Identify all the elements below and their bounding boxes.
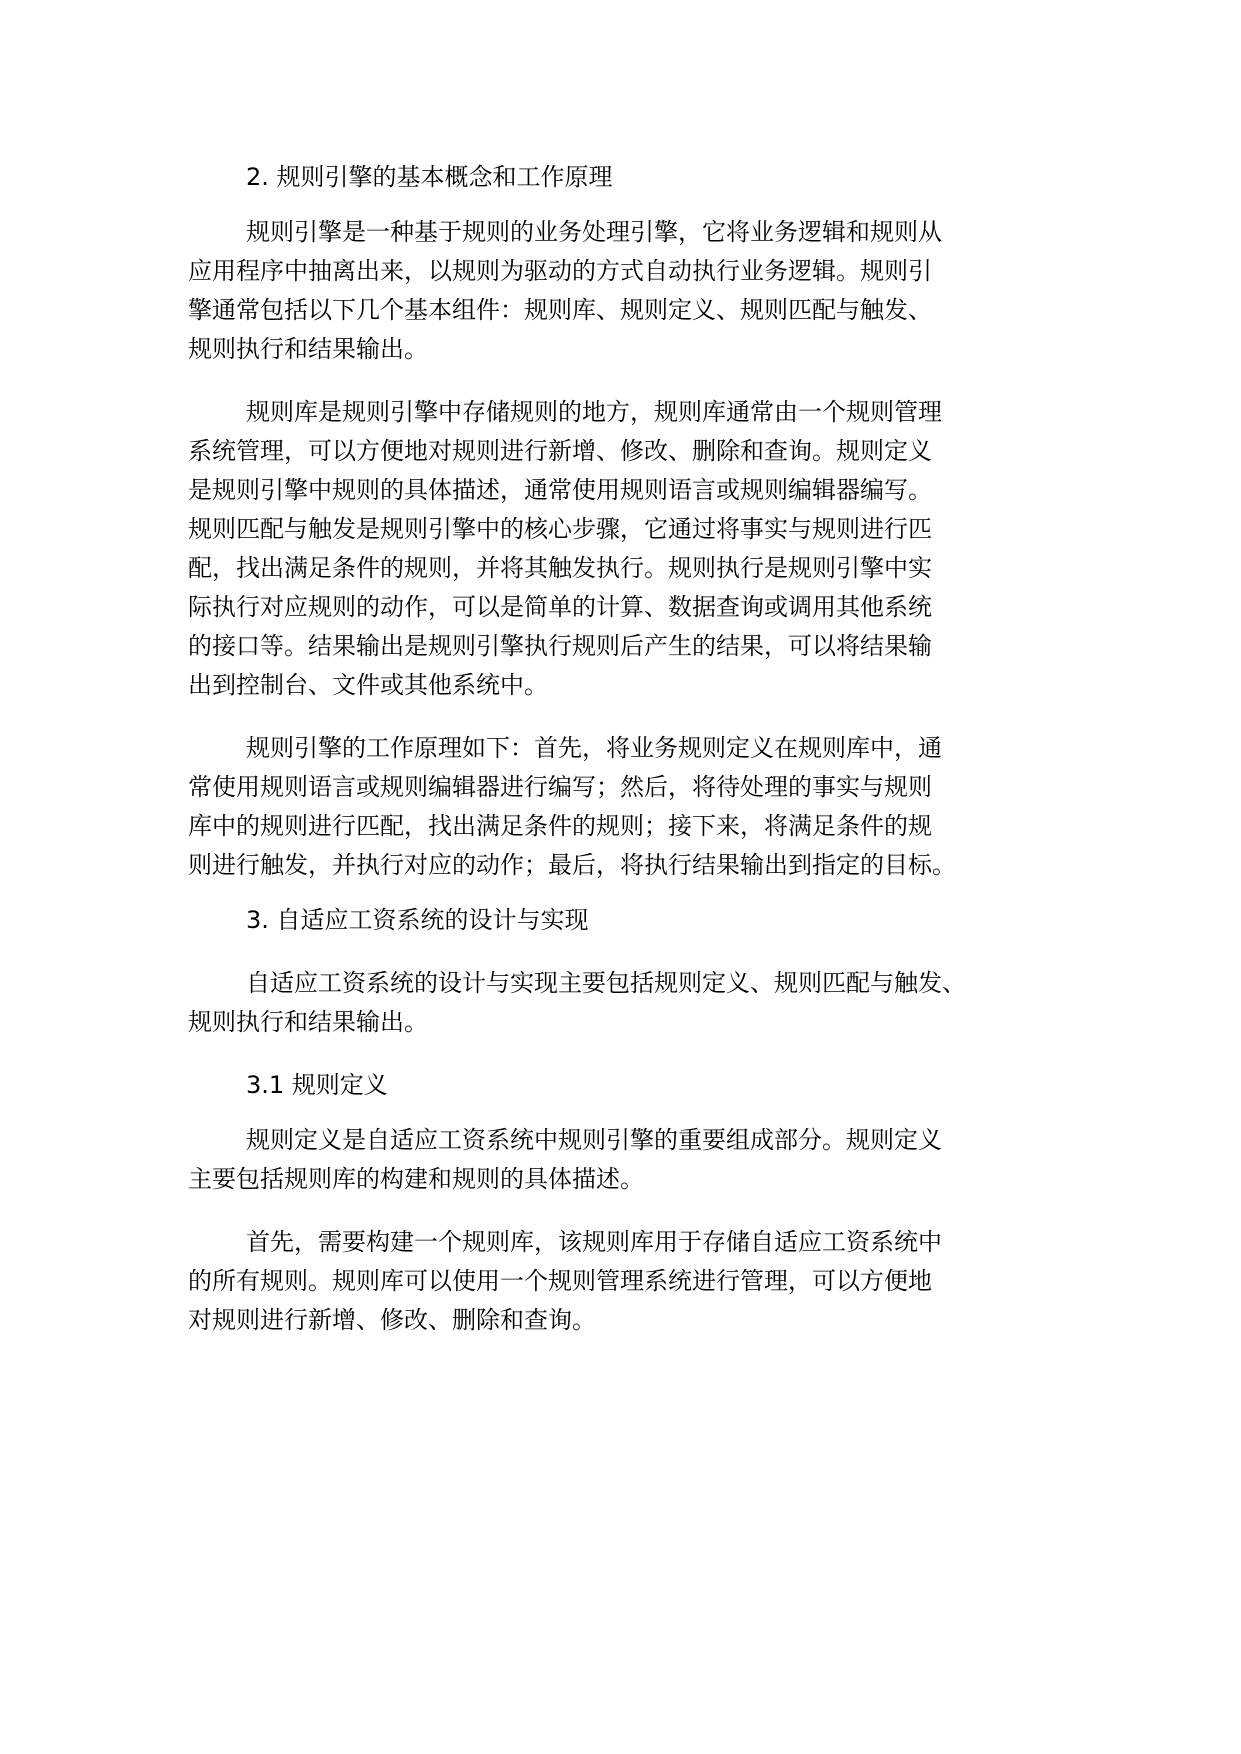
text-line: 的所有规则。规则库可以使用一个规则管理系统进行管理，可以方便地 (188, 1267, 932, 1295)
text-line: 对规则进行新增、修改、删除和查询。 (188, 1306, 596, 1334)
text-line: 的接口等。结果输出是规则引擎执行规则后产生的结果，可以将结果输 (188, 632, 932, 660)
text-line: 擎通常包括以下几个基本组件：规则库、规则定义、规则匹配与触发、 (188, 296, 932, 324)
paragraph-working-principle (188, 729, 1088, 885)
text-line: 规则执行和结果输出。 (188, 1008, 428, 1036)
paragraph-rule-engine-components (188, 393, 1088, 705)
text-line: 规则库是规则引擎中存储规则的地方，规则库通常由一个规则管理 (246, 398, 942, 426)
text-line: 规则定义是自适应工资系统中规则引擎的重要组成部分。规则定义 (246, 1126, 942, 1154)
text-line: 规则引擎是一种基于规则的业务处理引擎，它将业务逻辑和规则从 (246, 218, 942, 246)
text-line: 应用程序中抽离出来，以规则为驱动的方式自动执行业务逻辑。规则引 (188, 257, 932, 285)
paragraph-rule-library (188, 1223, 1088, 1340)
text-line: 规则匹配与触发是规则引擎中的核心步骤，它通过将事实与规则进行匹 (188, 515, 932, 543)
document-body (188, 158, 1088, 1340)
text-line: 库中的规则进行匹配，找出满足条件的规则；接下来，将满足条件的规 (188, 812, 932, 840)
text-line: 出到控制台、文件或其他系统中。 (188, 671, 548, 699)
text-line: 配，找出满足条件的规则，并将其触发执行。规则执行是规则引擎中实 (188, 554, 932, 582)
text-line: 首先，需要构建一个规则库，该规则库用于存储自适应工资系统中 (246, 1228, 942, 1256)
text-line: 规则引擎的工作原理如下：首先，将业务规则定义在规则库中，通 (246, 734, 942, 762)
text-line: 自适应工资系统的设计与实现主要包括规则定义、规则匹配与触发、 (246, 969, 966, 997)
text-line: 系统管理，可以方便地对规则进行新增、修改、删除和查询。规则定义 (188, 437, 932, 465)
section-heading-3-1: 3.1 规则定义 (246, 1071, 388, 1099)
text-line: 则进行触发，并执行对应的动作；最后，将执行结果输出到指定的目标。 (188, 851, 956, 879)
text-line: 是规则引擎中规则的具体描述，通常使用规则语言或规则编辑器编写。 (188, 476, 932, 504)
paragraph-rule-engine-intro (188, 213, 1088, 369)
text-line: 际执行对应规则的动作，可以是简单的计算、数据查询或调用其他系统 (188, 593, 932, 621)
text-line: 规则执行和结果输出。 (188, 335, 428, 363)
section-heading-3: 3. 自适应工资系统的设计与实现 (246, 906, 589, 934)
text-line: 主要包括规则库的构建和规则的具体描述。 (188, 1165, 644, 1193)
paragraph-rule-definition (188, 1121, 1088, 1199)
section-heading-2: 2. 规则引擎的基本概念和工作原理 (246, 163, 613, 191)
paragraph-system-design (188, 964, 1088, 1042)
text-line: 常使用规则语言或规则编辑器进行编写；然后，将待处理的事实与规则 (188, 773, 932, 801)
